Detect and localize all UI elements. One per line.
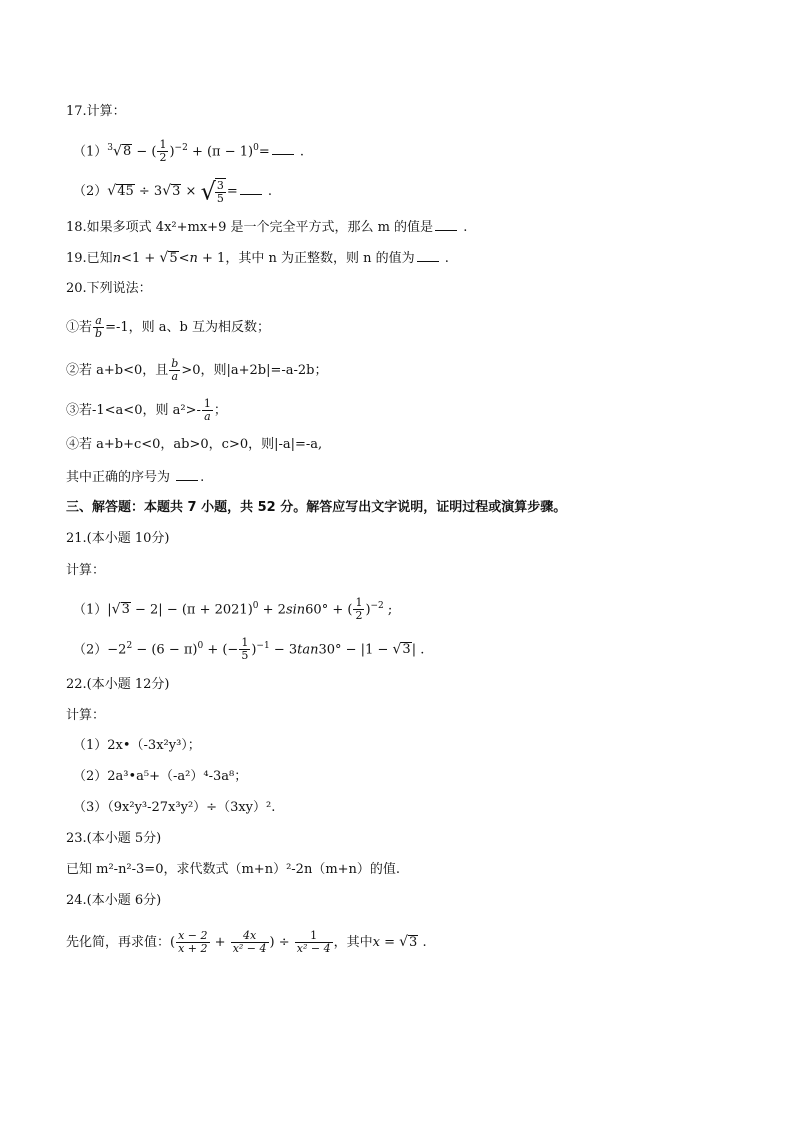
q22-sub: 计算： (66, 708, 106, 723)
q22-title: 22.(本小题 12分) (66, 677, 170, 692)
answer-blank (272, 142, 294, 155)
q17-part1: $(1)^3√8$ − ( $\frac{1}{2}$ )$^{-2} + (\pi - 1)^0=$ . (73, 138, 304, 165)
q22-part1: （1）2x•（-3x²y³）； (73, 738, 201, 753)
answer-blank (417, 249, 439, 262)
q24-title: 24.(本小题 6分) (66, 893, 162, 908)
q21-sub: 计算： (66, 563, 106, 578)
q20-item2: ②若 a+b<0，且 $\frac{b}{a}$ >0，则|a+2b|=-a-2b； (66, 357, 328, 383)
q20-conclusion: 其中正确的序号为 . (66, 470, 205, 485)
q20-item3: ③若-1<a<0，则 a²>- $\frac{1}{a}$ ； (66, 397, 227, 423)
q21-part1: $(1)|√3 - 2| - (\pi + 2021)^0 + 2\sin 60^\circ$ + ( $\frac{1}{2}$ )$^{-2}$ ; (73, 596, 393, 623)
q23-text: 已知 m²-n²-3=0，求代数式（m+n）²-2n（m+n）的值. (66, 862, 401, 877)
answer-blank (176, 468, 198, 481)
q23-title: 23.(本小题 5分) (66, 831, 162, 846)
q19: 19.已知n<1 + √5<n + 1，其中 n 为正整数，则 n 的值为 . (66, 250, 449, 266)
q17-part2: （2）√45 ÷ 3√3 × √ $\frac{3}{5}$ = . (73, 177, 273, 206)
q17-title: 17.计算： (66, 104, 126, 119)
q21-title: 21.(本小题 10分) (66, 531, 170, 546)
q20-item4: ④若 a+b+c<0，ab>0，c>0，则|-a|=-a, (66, 437, 323, 452)
q18: 18.如果多项式 4x²+mx+9 是一个完全平方式，那么 m 的值是 . (66, 220, 468, 235)
q22-part3: （3）（9x²y³-27x³y²）÷（3xy）². (73, 800, 276, 815)
section3-heading: 三、解答题：本题共 7 小题，共 52 分。解答应写出文字说明，证明过程或演算步骤。 (66, 500, 567, 515)
q20-item1: ①若 $\frac{a}{b}$ =-1，则 a、b 互为相反数； (66, 314, 270, 340)
q24-text: 先化简，再求值：( $\frac{x - 2}{x + 2}$ + $\frac{4x}{\text{x² − 4}}$ ) ÷ $\frac{1}{\text{x² − 4}}$ ，其中x = √3 . (66, 929, 427, 955)
q20-title: 20.下列说法： (66, 281, 152, 296)
q22-part2: （2）2a³•a⁵+（-a²）⁴-3a⁸； (73, 769, 248, 784)
answer-blank (240, 182, 262, 195)
answer-blank (435, 218, 457, 231)
q21-part2: $(2)-2^2 - (6 - \pi)^0$ + (− $\frac{1}{5}$ )$^{-1}$ − 3tan30° − |1 − √3| . (73, 636, 425, 663)
